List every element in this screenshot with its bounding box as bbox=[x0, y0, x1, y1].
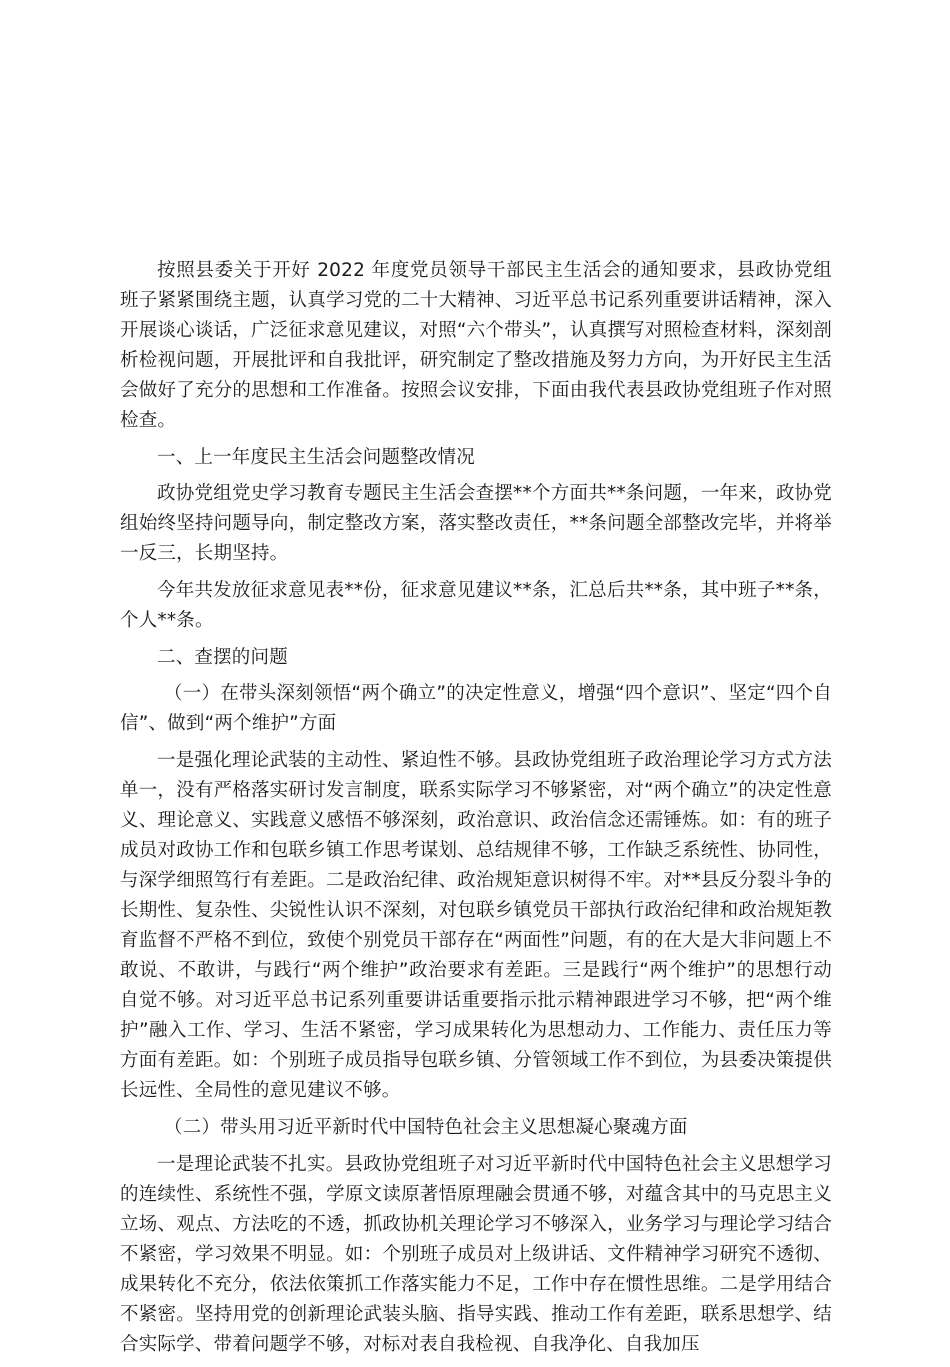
subsection-2-paragraph: 一是理论武装不扎实。县政协党组班子对习近平新时代中国特色社会主义思想学习的连续性、系统性不强，学原文读原著悟原理融会贯通不够，对蕴含其中的马克思主义立场、观点、方法吃的不透，抓政协机关理论学习不够深入，业务学习与理论学习结合不紧密，学习效果不明显。如：个别班子成员对上级讲话、文件精神学习研究不透彻、成果转化不充分，依法依策抓工作落实能力不足，工作中存在惯性思维。二是学用结合不紧密。坚持用党的创新理论武装头脑、指导实践、推动工作有差距，联系思想学、结合实际学、带着问题学不够，对标对表自我检视、自我净化、自我加压 bbox=[120, 1154, 832, 1355]
subsection-heading-1: （一）在带头深刻领悟“两个确立”的决定性意义，增强“四个意识”、坚定“四个自信”、做到“两个维护”方面 bbox=[120, 683, 832, 734]
section-1-paragraph-1: 政协党组党史学习教育专题民主生活会查摆**个方面共**条问题，一年来，政协党组始终坚持问题导向，制定整改方案，落实整改责任，**条问题全部整改完毕，并将举一反三，长期坚持。 bbox=[120, 483, 832, 564]
section-heading-1: 一、上一年度民主生活会问题整改情况 bbox=[157, 447, 475, 468]
document-page bbox=[120, 256, 832, 1367]
subsection-1-paragraph: 一是强化理论武装的主动性、紧迫性不够。县政协党组班子政治理论学习方式方法单一，没有严格落实研讨发言制度，联系实际学习不够紧密，对“两个确立”的决定性意义、理论意义、实践意义感悟不够深刻，政治意识、政治信念还需锤炼。如：有的班子成员对政协工作和包联乡镇工作思考谋划、总结规律不够，工作缺乏系统性、协同性，与深学细照笃行有差距。二是政治纪律、政治规矩意识树得不牢。对**县反分裂斗争的长期性、复杂性、尖锐性认识不深刻，对包联乡镇党员干部执行政治纪律和政治规矩教育监督不严格不到位，致使个别党员干部存在“两面性”问题，有的在大是大非问题上不敢说、不敢讲，与践行“两个维护”政治要求有差距。三是践行“两个维护”的思想行动自觉不够。对习近平总书记系列重要讲话重要指示批示精神跟进学习不够，把“两个维护”融入工作、学习、生活不紧密，学习成果转化为思想动力、工作能力、责任压力等方面有差距。如：个别班子成员指导包联乡镇、分管领域工作不到位，为县委决策提供长远性、全局性的意见建议不够。 bbox=[120, 750, 832, 1101]
section-1-paragraph-2: 今年共发放征求意见表**份，征求意见建议**条，汇总后共**条，其中班子**条，个人**条。 bbox=[120, 580, 832, 631]
intro-paragraph: 按照县委关于开好 2022 年度党员领导干部民主生活会的通知要求，县政协党组班子紧紧围绕主题，认真学习党的二十大精神、习近平总书记系列重要讲话精神，深入开展谈心谈话，广泛征求意见建议，对照“六个带头”，认真撰写对照检查材料，深刻剖析检视问题，开展批评和自我批评，研究制定了整改措施及努力方向，为开好民主生活会做好了充分的思想和工作准备。按照会议安排，下面由我代表县政协党组班子作对照检查。 bbox=[120, 260, 832, 431]
section-heading-2: 二、查摆的问题 bbox=[157, 647, 288, 668]
subsection-heading-2: （二）带头用习近平新时代中国特色社会主义思想凝心聚魂方面 bbox=[164, 1117, 688, 1138]
